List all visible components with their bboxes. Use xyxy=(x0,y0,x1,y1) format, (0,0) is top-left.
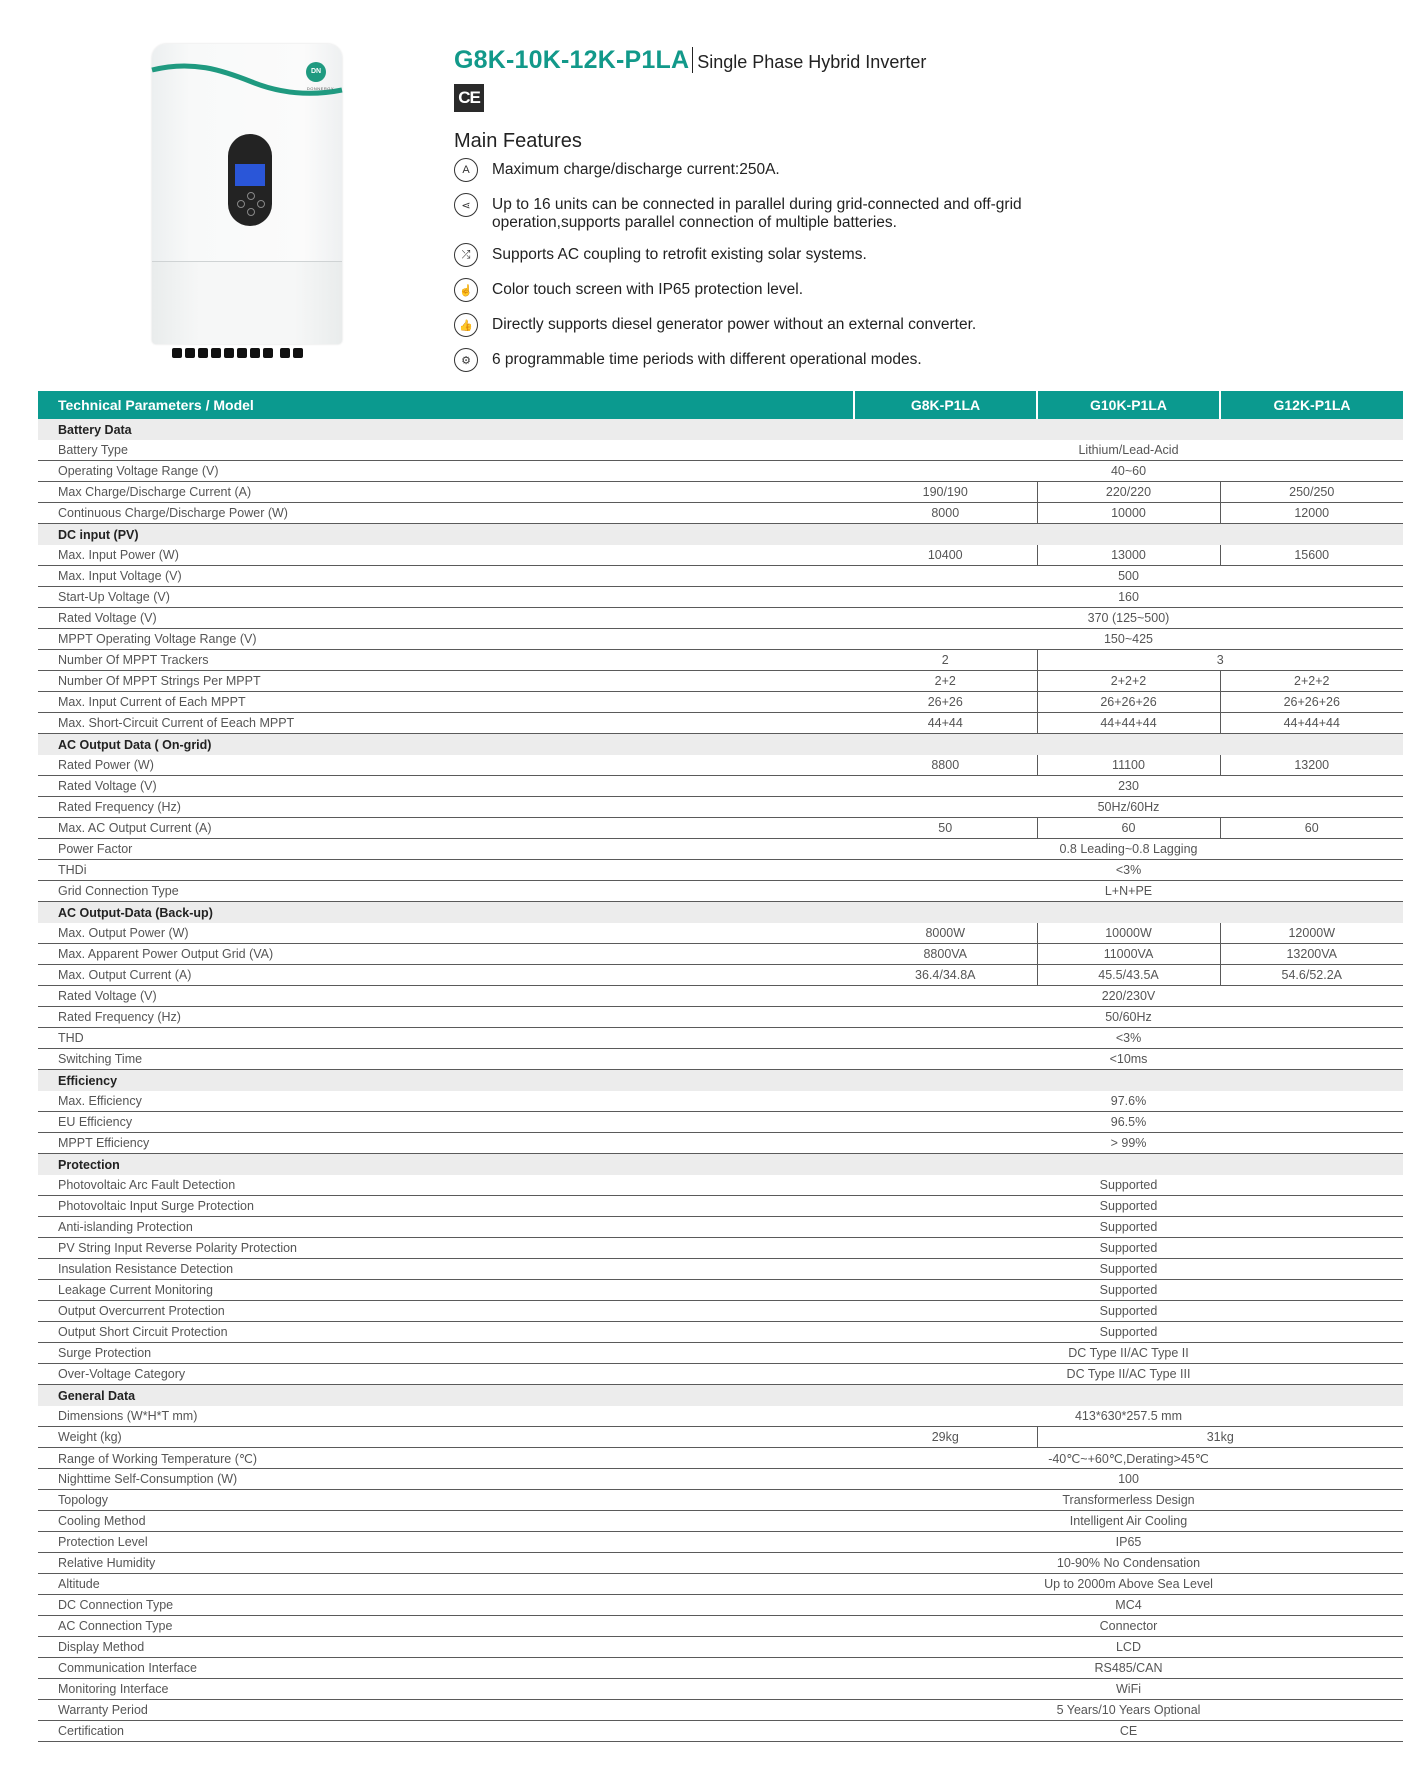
param-value: 2+2 xyxy=(854,671,1037,692)
section-title: General Data xyxy=(38,1385,1403,1407)
param-value: 190/190 xyxy=(854,482,1037,503)
param-value: <3% xyxy=(854,860,1403,881)
table-row xyxy=(38,1469,1403,1490)
param-label: Display Method xyxy=(38,1637,854,1658)
param-label: Nighttime Self-Consumption (W) xyxy=(38,1469,854,1490)
gear-icon: ⚙ xyxy=(454,348,478,372)
param-label: Rated Voltage (V) xyxy=(38,986,854,1007)
section-row xyxy=(38,1070,1403,1092)
feature-text: Up to 16 units can be connected in parallel during grid-connected and off-grid operation,supports parallel connection of multiple batteries. xyxy=(492,196,1022,231)
section-title: Protection xyxy=(38,1154,1403,1176)
param-value: Supported xyxy=(854,1238,1403,1259)
section-row xyxy=(38,902,1403,924)
panel-button-icon xyxy=(247,192,255,200)
section-row xyxy=(38,1385,1403,1407)
param-value: Connector xyxy=(854,1616,1403,1637)
table-row xyxy=(38,1028,1403,1049)
param-value: 230 xyxy=(854,776,1403,797)
model-title: G8K-10K-12K-P1LA xyxy=(454,46,690,74)
feature-item xyxy=(454,278,1094,302)
param-value: 13000 xyxy=(1037,545,1220,566)
table-row xyxy=(38,1280,1403,1301)
param-value: 12000 xyxy=(1220,503,1403,524)
param-value: 29kg xyxy=(854,1427,1037,1448)
table-row xyxy=(38,671,1403,692)
section-title: Battery Data xyxy=(38,419,1403,440)
section-row xyxy=(38,419,1403,440)
table-row xyxy=(38,629,1403,650)
table-row xyxy=(38,944,1403,965)
param-value: <10ms xyxy=(854,1049,1403,1070)
table-row xyxy=(38,1574,1403,1595)
param-label: Altitude xyxy=(38,1574,854,1595)
table-row xyxy=(38,608,1403,629)
param-label: Over-Voltage Category xyxy=(38,1364,854,1385)
table-row xyxy=(38,965,1403,986)
product-subtitle: Single Phase Hybrid Inverter xyxy=(697,52,927,72)
param-label: Relative Humidity xyxy=(38,1553,854,1574)
param-value: Lithium/Lead-Acid xyxy=(854,440,1403,461)
feature-item xyxy=(454,158,1094,182)
param-label: THDi xyxy=(38,860,854,881)
param-label: Insulation Resistance Detection xyxy=(38,1259,854,1280)
touch-hand-icon: ☝ xyxy=(454,278,478,302)
param-label: Photovoltaic Arc Fault Detection xyxy=(38,1175,854,1196)
table-row xyxy=(38,1175,1403,1196)
param-value: 97.6% xyxy=(854,1091,1403,1112)
param-label: Weight (kg) xyxy=(38,1427,854,1448)
param-label: Output Overcurrent Protection xyxy=(38,1301,854,1322)
param-value: 60 xyxy=(1220,818,1403,839)
param-value: 96.5% xyxy=(854,1112,1403,1133)
param-label: Anti-islanding Protection xyxy=(38,1217,854,1238)
table-row xyxy=(38,503,1403,524)
table-row xyxy=(38,881,1403,902)
table-row xyxy=(38,1427,1403,1448)
param-value: 50 xyxy=(854,818,1037,839)
param-label: Certification xyxy=(38,1721,854,1742)
control-panel xyxy=(228,134,272,226)
table-row xyxy=(38,713,1403,734)
table-row xyxy=(38,1721,1403,1742)
product-image xyxy=(148,44,344,362)
table-row xyxy=(38,1532,1403,1553)
param-value: RS485/CAN xyxy=(854,1658,1403,1679)
features-heading: Main Features xyxy=(454,130,582,152)
table-row xyxy=(38,1217,1403,1238)
shuffle-coupling-icon: ⤮ xyxy=(454,243,478,267)
table-row xyxy=(38,1259,1403,1280)
table-row xyxy=(38,986,1403,1007)
param-value: 54.6/52.2A xyxy=(1220,965,1403,986)
param-label: Continuous Charge/Discharge Power (W) xyxy=(38,503,854,524)
param-value: 11100 xyxy=(1037,755,1220,776)
param-value: 26+26+26 xyxy=(1220,692,1403,713)
inverter-body xyxy=(152,44,342,344)
param-label: Leakage Current Monitoring xyxy=(38,1280,854,1301)
param-value: 11000VA xyxy=(1037,944,1220,965)
param-label: Operating Voltage Range (V) xyxy=(38,461,854,482)
table-row xyxy=(38,1133,1403,1154)
table-row xyxy=(38,1658,1403,1679)
table-row xyxy=(38,692,1403,713)
param-label: PV String Input Reverse Polarity Protection xyxy=(38,1238,854,1259)
param-value: 13200 xyxy=(1220,755,1403,776)
param-label: Monitoring Interface xyxy=(38,1679,854,1700)
param-label: Max. Input Voltage (V) xyxy=(38,566,854,587)
param-value: 44+44+44 xyxy=(1220,713,1403,734)
param-label: Max. Output Power (W) xyxy=(38,923,854,944)
param-value: 60 xyxy=(1037,818,1220,839)
section-title: DC input (PV) xyxy=(38,524,1403,546)
section-title: AC Output Data ( On-grid) xyxy=(38,734,1403,756)
param-value: <3% xyxy=(854,1028,1403,1049)
param-label: Battery Type xyxy=(38,440,854,461)
param-label: Grid Connection Type xyxy=(38,881,854,902)
param-value: 5 Years/10 Years Optional xyxy=(854,1700,1403,1721)
param-label: Power Factor xyxy=(38,839,854,860)
param-value: Transformerless Design xyxy=(854,1490,1403,1511)
table-header-row xyxy=(38,391,1403,419)
param-value: 26+26+26 xyxy=(1037,692,1220,713)
spec-table xyxy=(38,391,1403,1742)
section-row xyxy=(38,1154,1403,1176)
param-value: 2+2+2 xyxy=(1037,671,1220,692)
param-label: Photovoltaic Input Surge Protection xyxy=(38,1196,854,1217)
param-value: CE xyxy=(854,1721,1403,1742)
feature-text: Supports AC coupling to retrofit existing solar systems. xyxy=(492,246,867,263)
param-value: 10-90% No Condensation xyxy=(854,1553,1403,1574)
header-model-g10k: G10K-P1LA xyxy=(1037,391,1220,419)
param-value: Supported xyxy=(854,1196,1403,1217)
param-label: Warranty Period xyxy=(38,1700,854,1721)
table-row xyxy=(38,923,1403,944)
param-value: 40~60 xyxy=(854,461,1403,482)
param-label: Rated Voltage (V) xyxy=(38,776,854,797)
param-label: DC Connection Type xyxy=(38,1595,854,1616)
table-row xyxy=(38,1553,1403,1574)
table-row xyxy=(38,650,1403,671)
param-label: Communication Interface xyxy=(38,1658,854,1679)
table-row xyxy=(38,839,1403,860)
table-row xyxy=(38,1679,1403,1700)
table-row xyxy=(38,1238,1403,1259)
param-value: 44+44 xyxy=(854,713,1037,734)
table-row xyxy=(38,1490,1403,1511)
title-separator xyxy=(692,47,693,73)
param-value: Supported xyxy=(854,1259,1403,1280)
param-value: 50/60Hz xyxy=(854,1007,1403,1028)
panel-button-icon xyxy=(257,200,265,208)
param-value: MC4 xyxy=(854,1595,1403,1616)
feature-item xyxy=(454,348,1094,372)
ce-mark-icon: CE xyxy=(454,84,484,112)
param-label: Max. Efficiency xyxy=(38,1091,854,1112)
param-value: 2 xyxy=(854,650,1037,671)
param-value: 31kg xyxy=(1037,1427,1403,1448)
panel-button-icon xyxy=(237,200,245,208)
param-value: Supported xyxy=(854,1301,1403,1322)
section-row xyxy=(38,524,1403,546)
param-value: 8000W xyxy=(854,923,1037,944)
header-model-g8k: G8K-P1LA xyxy=(854,391,1037,419)
table-row xyxy=(38,566,1403,587)
param-value: 45.5/43.5A xyxy=(1037,965,1220,986)
param-label: Start-Up Voltage (V) xyxy=(38,587,854,608)
table-row xyxy=(38,1112,1403,1133)
param-value: IP65 xyxy=(854,1532,1403,1553)
param-value: 15600 xyxy=(1220,545,1403,566)
header-model-g12k: G12K-P1LA xyxy=(1220,391,1403,419)
table-row xyxy=(38,860,1403,881)
param-value: 10000W xyxy=(1037,923,1220,944)
param-value: DC Type II/AC Type III xyxy=(854,1364,1403,1385)
table-row xyxy=(38,440,1403,461)
section-title: AC Output-Data (Back-up) xyxy=(38,902,1403,924)
param-value: 10000 xyxy=(1037,503,1220,524)
table-row xyxy=(38,776,1403,797)
section-row xyxy=(38,734,1403,756)
param-label: Max. Apparent Power Output Grid (VA) xyxy=(38,944,854,965)
table-row xyxy=(38,797,1403,818)
param-value: Supported xyxy=(854,1175,1403,1196)
param-value: 220/220 xyxy=(1037,482,1220,503)
param-label: AC Connection Type xyxy=(38,1616,854,1637)
param-value: > 99% xyxy=(854,1133,1403,1154)
table-row xyxy=(38,1595,1403,1616)
ampere-icon: A xyxy=(454,158,478,182)
param-value: DC Type II/AC Type II xyxy=(854,1343,1403,1364)
param-value: 250/250 xyxy=(1220,482,1403,503)
param-value: Supported xyxy=(854,1217,1403,1238)
param-value: Supported xyxy=(854,1280,1403,1301)
param-value: -40℃~+60℃,Derating>45℃ xyxy=(854,1448,1403,1469)
feature-text: 6 programmable time periods with different operational modes. xyxy=(492,351,922,368)
param-value: Supported xyxy=(854,1322,1403,1343)
param-label: Switching Time xyxy=(38,1049,854,1070)
param-value: 8800 xyxy=(854,755,1037,776)
param-value: 2+2+2 xyxy=(1220,671,1403,692)
param-label: THD xyxy=(38,1028,854,1049)
param-value: 12000W xyxy=(1220,923,1403,944)
param-value: 26+26 xyxy=(854,692,1037,713)
param-value: 44+44+44 xyxy=(1037,713,1220,734)
param-value: 50Hz/60Hz xyxy=(854,797,1403,818)
param-label: MPPT Efficiency xyxy=(38,1133,854,1154)
table-row xyxy=(38,1637,1403,1658)
features-list xyxy=(454,158,1094,383)
param-value: L+N+PE xyxy=(854,881,1403,902)
lcd-screen xyxy=(235,164,265,186)
thumbs-up-icon: 👍 xyxy=(454,313,478,337)
table-row xyxy=(38,587,1403,608)
param-label: Range of Working Temperature (℃) xyxy=(38,1448,854,1469)
param-label: EU Efficiency xyxy=(38,1112,854,1133)
table-row xyxy=(38,545,1403,566)
param-label: Rated Voltage (V) xyxy=(38,608,854,629)
param-value: 220/230V xyxy=(854,986,1403,1007)
param-label: Rated Power (W) xyxy=(38,755,854,776)
param-value: Up to 2000m Above Sea Level xyxy=(854,1574,1403,1595)
header-param: Technical Parameters / Model xyxy=(38,391,854,419)
param-label: Max. Input Power (W) xyxy=(38,545,854,566)
param-label: Max. AC Output Current (A) xyxy=(38,818,854,839)
table-row xyxy=(38,755,1403,776)
param-label: Number Of MPPT Trackers xyxy=(38,650,854,671)
table-row xyxy=(38,1511,1403,1532)
table-row xyxy=(38,1406,1403,1427)
feature-item xyxy=(454,313,1094,337)
table-row xyxy=(38,1448,1403,1469)
section-title: Efficiency xyxy=(38,1070,1403,1092)
param-label: Dimensions (W*H*T mm) xyxy=(38,1406,854,1427)
table-row xyxy=(38,482,1403,503)
param-label: Max. Short-Circuit Current of Eeach MPPT xyxy=(38,713,854,734)
param-label: Max Charge/Discharge Current (A) xyxy=(38,482,854,503)
title-row xyxy=(454,46,926,75)
panel-button-icon xyxy=(247,208,255,216)
param-value: 100 xyxy=(854,1469,1403,1490)
table-row xyxy=(38,1616,1403,1637)
table-row xyxy=(38,1700,1403,1721)
table-row xyxy=(38,1049,1403,1070)
table-row xyxy=(38,1007,1403,1028)
share-parallel-icon: ⋖ xyxy=(454,193,478,217)
param-value: WiFi xyxy=(854,1679,1403,1700)
table-row xyxy=(38,1301,1403,1322)
param-value: 370 (125~500) xyxy=(854,608,1403,629)
param-value: Intelligent Air Cooling xyxy=(854,1511,1403,1532)
param-label: Surge Protection xyxy=(38,1343,854,1364)
param-label: Rated Frequency (Hz) xyxy=(38,1007,854,1028)
table-row xyxy=(38,1196,1403,1217)
table-row xyxy=(38,818,1403,839)
param-label: Topology xyxy=(38,1490,854,1511)
brand-logo-icon: DN xyxy=(306,62,326,82)
param-label: Rated Frequency (Hz) xyxy=(38,797,854,818)
param-value: 13200VA xyxy=(1220,944,1403,965)
param-label: Output Short Circuit Protection xyxy=(38,1322,854,1343)
table-row xyxy=(38,1364,1403,1385)
param-value: 8800VA xyxy=(854,944,1037,965)
inverter-lower-cover xyxy=(152,261,342,344)
param-value: 8000 xyxy=(854,503,1037,524)
table-row xyxy=(38,1343,1403,1364)
brand-name: DONNERGY xyxy=(306,86,334,91)
param-value: LCD xyxy=(854,1637,1403,1658)
param-label: Protection Level xyxy=(38,1532,854,1553)
param-value: 413*630*257.5 mm xyxy=(854,1406,1403,1427)
param-value: 0.8 Leading~0.8 Lagging xyxy=(854,839,1403,860)
param-value: 10400 xyxy=(854,545,1037,566)
param-label: MPPT Operating Voltage Range (V) xyxy=(38,629,854,650)
feature-item xyxy=(454,243,1094,267)
param-label: Max. Output Current (A) xyxy=(38,965,854,986)
feature-text: Maximum charge/discharge current:250A. xyxy=(492,161,780,178)
param-value: 160 xyxy=(854,587,1403,608)
table-row xyxy=(38,1322,1403,1343)
param-value: 3 xyxy=(1037,650,1403,671)
param-label: Max. Input Current of Each MPPT xyxy=(38,692,854,713)
feature-text: Color touch screen with IP65 protection level. xyxy=(492,281,804,298)
feature-text: Directly supports diesel generator power without an external converter. xyxy=(492,316,977,333)
param-label: Number Of MPPT Strings Per MPPT xyxy=(38,671,854,692)
cable-connectors xyxy=(172,348,303,358)
feature-item xyxy=(454,193,1094,232)
table-row xyxy=(38,1091,1403,1112)
param-value: 150~425 xyxy=(854,629,1403,650)
param-label: Cooling Method xyxy=(38,1511,854,1532)
table-row xyxy=(38,461,1403,482)
param-value: 36.4/34.8A xyxy=(854,965,1037,986)
param-value: 500 xyxy=(854,566,1403,587)
